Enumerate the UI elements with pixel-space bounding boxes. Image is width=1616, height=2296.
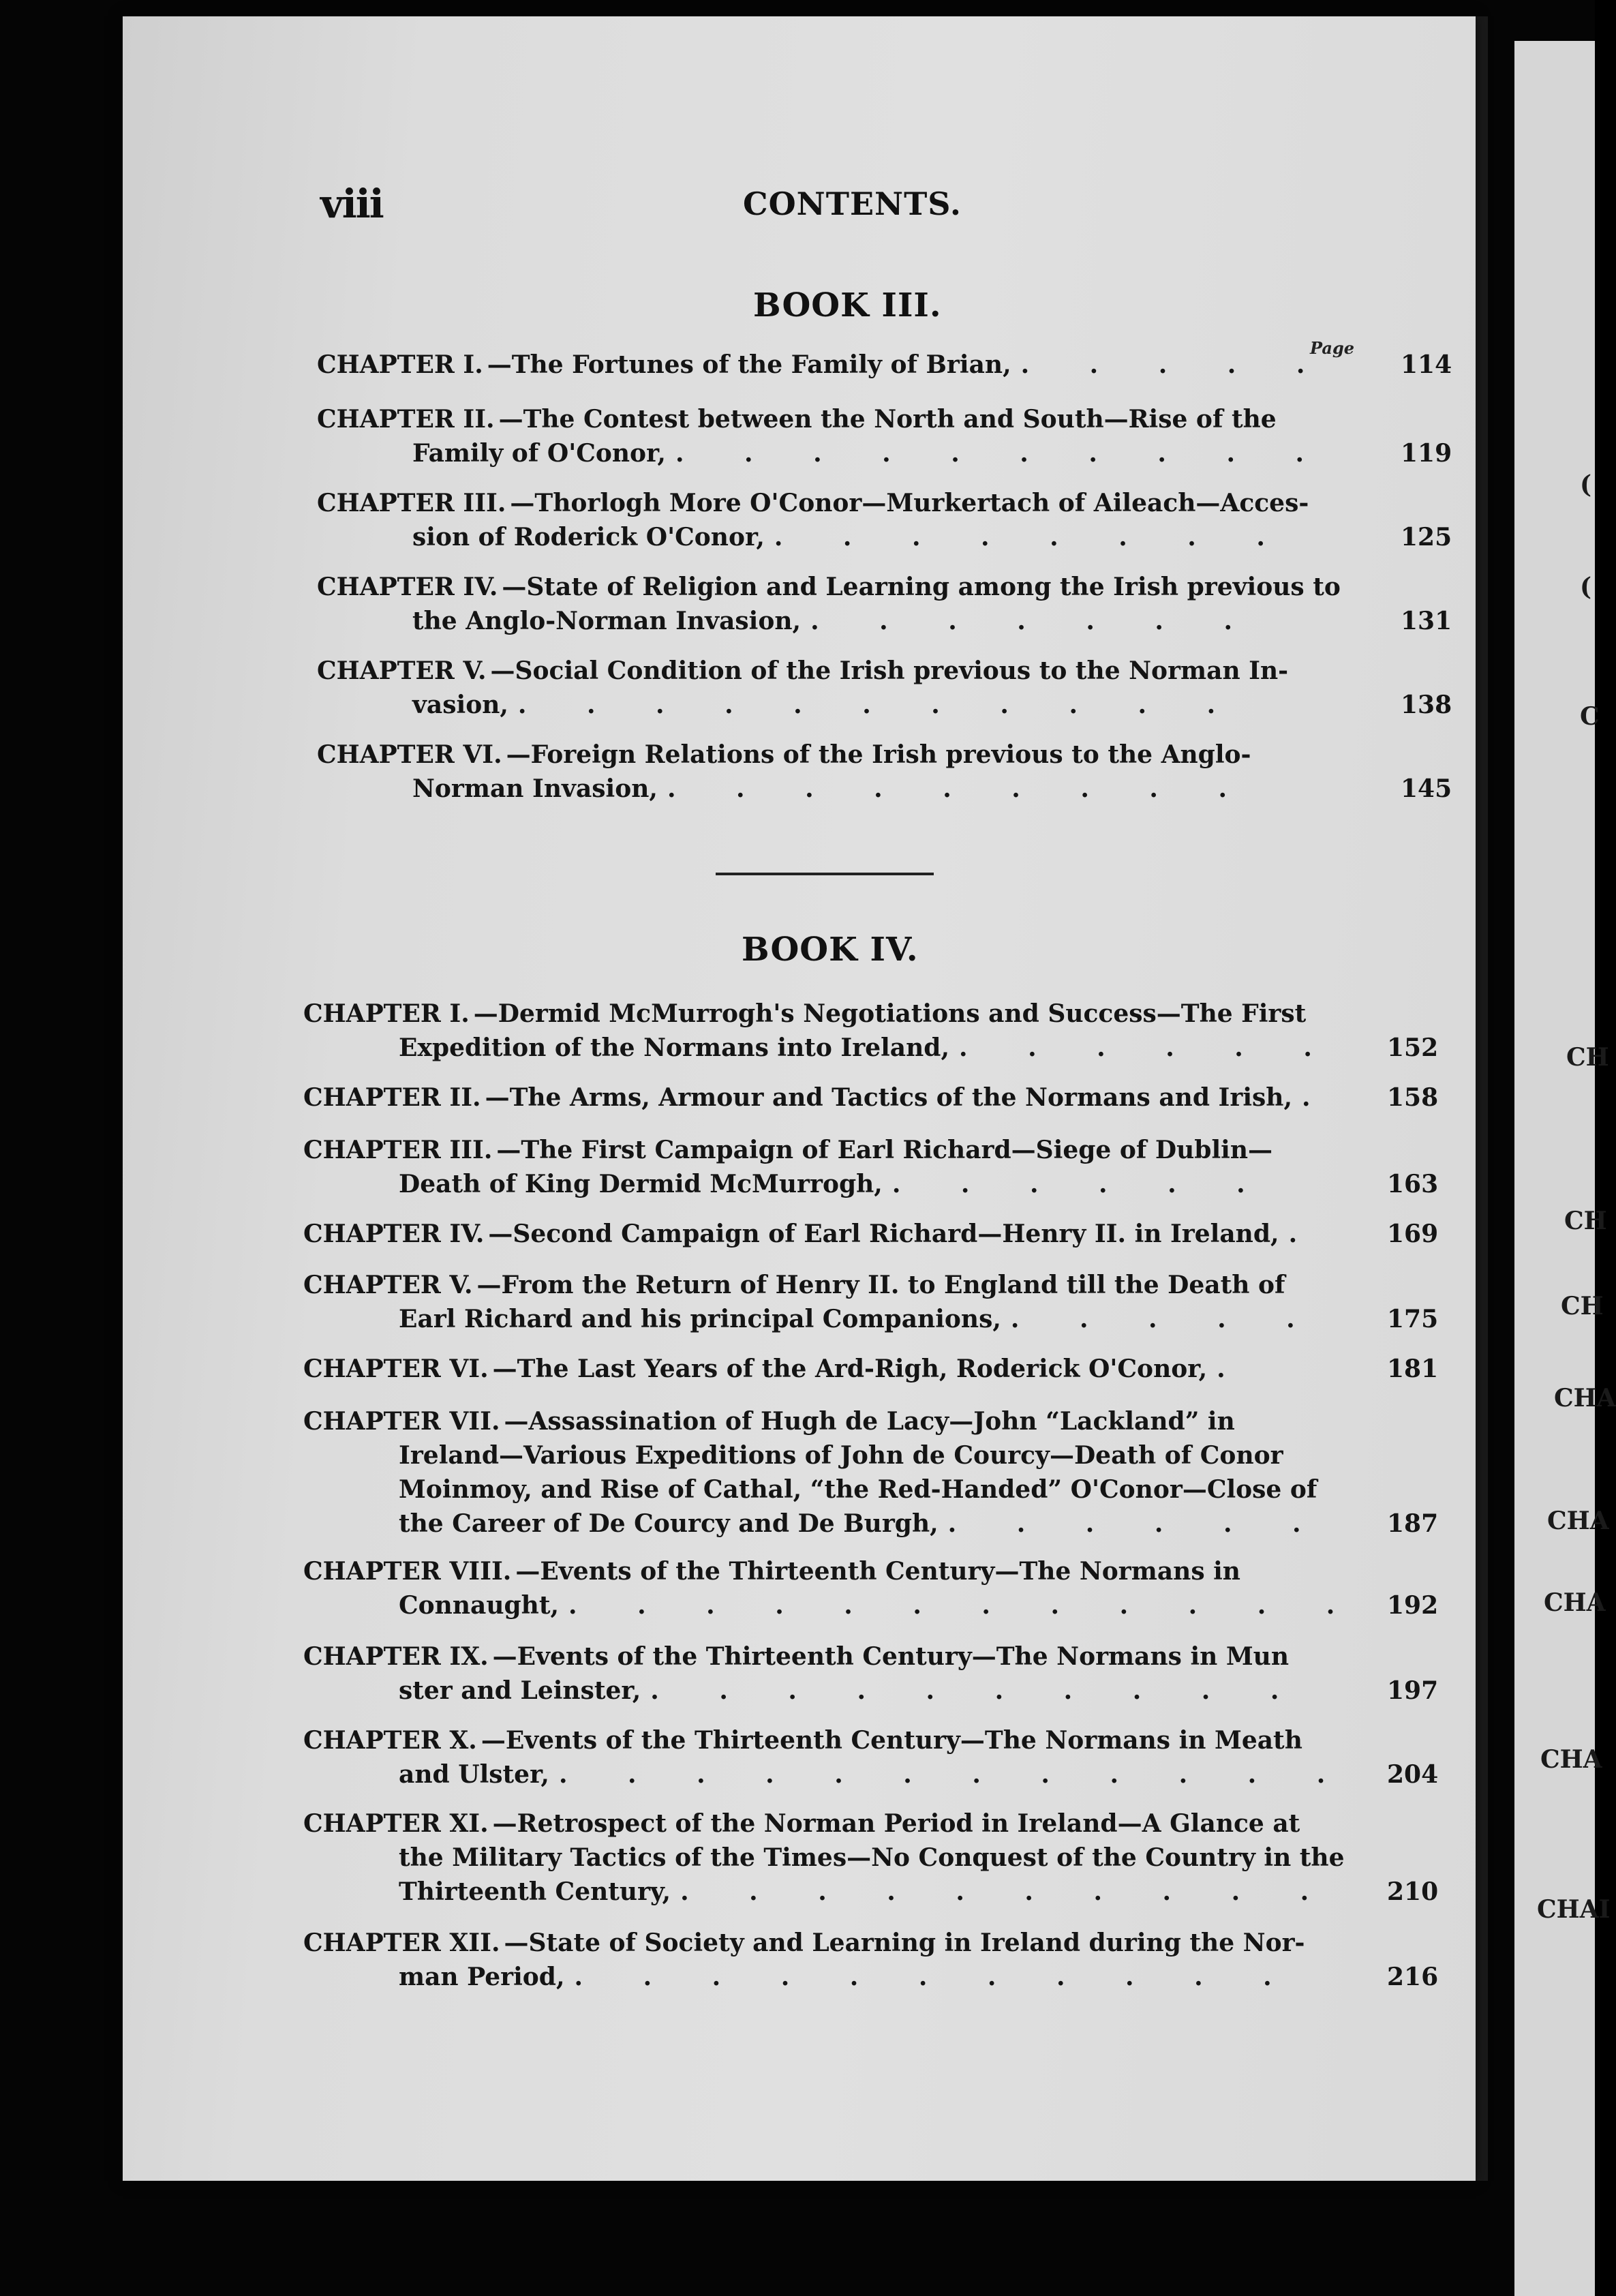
toc-entry <box>317 654 1452 722</box>
toc-entry <box>303 1807 1439 1909</box>
dot-leader: . <box>1302 1083 1337 1112</box>
page-number: 169 <box>1387 1220 1439 1248</box>
dot-leader: . <box>1288 1220 1324 1248</box>
chapter-title-text: Connaught, <box>399 1591 560 1620</box>
chapter-label: CHAPTER VII. <box>303 1407 500 1436</box>
chapter-title-text: and Ulster, <box>399 1760 549 1789</box>
facing-page-fragment: CHA <box>1544 1588 1606 1617</box>
chapter-title-text: —Dermid McMurrogh's Negotiations and Success—The First <box>473 999 1307 1028</box>
page-column-label: Page <box>1310 338 1355 358</box>
dot-leader: . . . . . . . . <box>774 523 1291 552</box>
facing-page-fragment: CHA <box>1554 1384 1616 1413</box>
chapter-title-text: —The First Campaign of Earl Richard—Siege of Dublin— <box>496 1136 1272 1164</box>
toc-entry <box>303 1081 1439 1115</box>
toc-entry <box>303 1926 1439 1994</box>
chapter-label: CHAPTER IX. <box>303 1642 489 1671</box>
toc-entry-line <box>317 348 1452 382</box>
chapter-title-text: Family of O'Conor, <box>412 439 666 468</box>
chapter-title-text: man Period, <box>399 1963 565 1991</box>
toc-entry <box>303 1133 1439 1201</box>
chapter-title-text: Earl Richard and his principal Companions, <box>399 1305 1001 1333</box>
chapter-title-text: —Social Condition of the Irish previous to the Norman In- <box>490 656 1289 685</box>
chapter-title-text: Norman Invasion, <box>412 774 658 803</box>
facing-page-fragment: CH <box>1564 1207 1607 1235</box>
chapter-title-text: —Assassination of Hugh de Lacy—John “Lackland” in <box>504 1407 1235 1436</box>
toc-entry <box>303 1352 1439 1386</box>
page-number: 158 <box>1387 1083 1439 1112</box>
chapter-title-text: sion of Roderick O'Conor, <box>412 523 765 552</box>
page-number: 197 <box>1387 1676 1439 1705</box>
page-number: 175 <box>1387 1305 1439 1333</box>
page-number: 119 <box>1401 439 1452 468</box>
chapter-title-text: —The Contest between the North and South—Rise of the <box>498 405 1277 434</box>
chapter-title-text: —Events of the Thirteenth Century—The Normans in <box>515 1557 1240 1586</box>
toc-entry-line <box>303 1807 1367 1841</box>
page-number: 210 <box>1387 1877 1439 1906</box>
book-title: BOOK IV. <box>742 931 919 969</box>
toc-entry-line <box>303 1757 1439 1792</box>
toc-entry <box>317 738 1452 806</box>
toc-entry <box>317 486 1452 554</box>
page-number: 114 <box>1401 350 1452 379</box>
page-number: 181 <box>1387 1355 1439 1383</box>
toc-entry <box>303 1217 1439 1251</box>
facing-page-fragment: CHAI <box>1537 1895 1611 1924</box>
chapter-title-text: the Career of De Courcy and De Burgh, <box>399 1509 939 1538</box>
chapter-label: CHAPTER I. <box>317 350 483 379</box>
dot-leader: . . . . . <box>1020 350 1331 379</box>
chapter-label: CHAPTER X. <box>303 1726 477 1755</box>
toc-entry-line <box>317 402 1380 436</box>
toc-entry-line <box>303 1926 1367 1960</box>
chapter-label: CHAPTER III. <box>317 489 506 517</box>
chapter-title-text: —Thorlogh More O'Conor—Murkertach of Aileach—Acces- <box>510 489 1309 517</box>
page-number: 163 <box>1387 1170 1439 1198</box>
dot-leader: . . . . . . . . . . <box>680 1877 1335 1906</box>
toc-entry-line <box>303 1438 1367 1472</box>
page-number: 192 <box>1387 1591 1439 1620</box>
facing-page-fragment: CHA <box>1547 1507 1609 1535</box>
chapter-title-text: ster and Leinster, <box>399 1676 641 1705</box>
chapter-label: CHAPTER IV. <box>303 1220 485 1248</box>
toc-entry-line <box>303 1960 1439 1994</box>
toc-entry <box>303 1404 1439 1541</box>
chapter-title-text: Moinmoy, and Rise of Cathal, “the Red-Handed” O'Conor—Close of <box>399 1475 1317 1504</box>
page-number: 216 <box>1387 1963 1439 1991</box>
toc-entry-line <box>317 688 1452 722</box>
chapter-title-text: —From the Return of Henry II. to England till the Death of <box>476 1271 1285 1299</box>
toc-entry <box>303 1554 1439 1622</box>
toc-entry-line <box>303 1875 1439 1909</box>
chapter-title-text: the Anglo-Norman Invasion, <box>412 607 802 635</box>
chapter-title-text: the Military Tactics of the Times—No Conquest of the Country in the <box>399 1843 1345 1872</box>
facing-page-fragment: ( <box>1580 470 1592 499</box>
chapter-label: CHAPTER VI. <box>317 740 502 769</box>
facing-page-edge <box>1514 41 1595 2296</box>
dot-leader: . . . . . . <box>947 1509 1327 1538</box>
page-number: 145 <box>1401 774 1452 803</box>
gutter-shadow <box>1476 16 1488 2181</box>
toc-entry-line <box>303 1031 1439 1065</box>
toc-entry <box>317 402 1452 470</box>
facing-page-fragment: CHA <box>1540 1745 1602 1774</box>
chapter-label: CHAPTER II. <box>303 1083 481 1112</box>
toc-entry-line <box>303 1302 1439 1336</box>
dot-leader: . . . . . <box>1010 1305 1321 1333</box>
dot-leader: . . . . . . . . . <box>667 774 1253 803</box>
page-number: 138 <box>1401 691 1452 719</box>
toc-entry-line <box>303 1167 1439 1201</box>
chapter-title-text: —State of Religion and Learning among the Irish previous to <box>502 573 1341 601</box>
dot-leader: . . . . . . . . . . . . <box>568 1591 1361 1620</box>
chapter-label: CHAPTER II. <box>317 405 495 434</box>
dot-leader: . . . . . . . . . . . <box>517 691 1242 719</box>
toc-entry-line <box>303 1507 1439 1541</box>
page-number: 125 <box>1401 523 1452 552</box>
chapter-label: CHAPTER I. <box>303 999 470 1028</box>
toc-entry-line <box>317 436 1452 470</box>
dot-leader: . <box>1217 1355 1251 1383</box>
dot-leader: . . . . . . . . . . <box>650 1676 1305 1705</box>
toc-entry <box>317 570 1452 638</box>
facing-page-fragment: ( <box>1580 573 1592 601</box>
chapter-title-text: vasion, <box>412 691 508 719</box>
toc-entry-line <box>303 997 1367 1031</box>
page-number: 152 <box>1387 1033 1439 1062</box>
chapter-label: CHAPTER III. <box>303 1136 493 1164</box>
facing-page-fragment: CH <box>1566 1043 1609 1072</box>
chapter-title-text: —Retrospect of the Norman Period in Ireland—A Glance at <box>492 1809 1300 1838</box>
toc-entry-line <box>303 1723 1367 1757</box>
toc-entry-line <box>303 1674 1439 1708</box>
chapter-title-text: —The Fortunes of the Family of Brian, <box>487 350 1011 379</box>
chapter-label: CHAPTER IV. <box>317 573 498 601</box>
chapter-label: CHAPTER VIII. <box>303 1557 512 1586</box>
page-number: 187 <box>1387 1509 1439 1538</box>
chapter-title-text: —Foreign Relations of the Irish previous to the Anglo- <box>506 740 1251 769</box>
chapter-label: CHAPTER XI. <box>303 1809 489 1838</box>
chapter-title-text: —Events of the Thirteenth Century—The Normans in Mun <box>492 1642 1290 1671</box>
chapter-title-text: —Second Campaign of Earl Richard—Henry II. in Ireland, <box>488 1220 1279 1248</box>
chapter-title-text: Ireland—Various Expeditions of John de Courcy—Death of Conor <box>399 1441 1283 1470</box>
toc-entry <box>303 1268 1439 1336</box>
toc-entry-line <box>303 1554 1367 1588</box>
toc-entry-line <box>303 1472 1367 1507</box>
chapter-label: CHAPTER V. <box>317 656 487 685</box>
toc-entry-line <box>317 486 1380 520</box>
toc-entry-line <box>317 654 1380 688</box>
toc-entry-line <box>303 1268 1367 1302</box>
toc-entry-line <box>317 570 1380 604</box>
toc-entry-line <box>317 520 1452 554</box>
toc-entry-line <box>317 772 1452 806</box>
toc-entry-line <box>303 1640 1367 1674</box>
chapter-title-text: —The Last Years of the Ard-Righ, Roderick O'Conor, <box>492 1355 1208 1383</box>
book-title: BOOK III. <box>753 286 942 324</box>
toc-entry-line <box>303 1133 1367 1167</box>
toc-entry <box>303 1723 1439 1792</box>
section-divider <box>716 873 934 875</box>
folio-number: viii <box>320 181 383 227</box>
chapter-title-text: —Events of the Thirteenth Century—The Normans in Meath <box>481 1726 1302 1755</box>
toc-entry-line <box>303 1841 1367 1875</box>
chapter-label: CHAPTER V. <box>303 1271 473 1299</box>
chapter-label: CHAPTER XII. <box>303 1929 500 1957</box>
dot-leader: . . . . . . . <box>810 607 1259 635</box>
toc-entry-line <box>303 1588 1439 1622</box>
facing-page-fragment: C <box>1580 702 1600 731</box>
chapter-title-text: —State of Society and Learning in Ireland during the Nor- <box>504 1929 1305 1957</box>
page-number: 131 <box>1401 607 1452 635</box>
toc-entry-line <box>303 1352 1439 1386</box>
chapter-title-text: Expedition of the Normans into Ireland, <box>399 1033 950 1062</box>
running-head: CONTENTS. <box>743 185 962 222</box>
toc-entry <box>303 997 1439 1065</box>
dot-leader: . . . . . . . . . . . . <box>558 1760 1352 1789</box>
toc-entry-line <box>303 1217 1439 1251</box>
chapter-title-text: Thirteenth Century, <box>399 1877 671 1906</box>
dot-leader: . . . . . . <box>891 1170 1271 1198</box>
dot-leader: . . . . . . . . . . . <box>574 1963 1298 1991</box>
toc-entry-line <box>317 604 1452 638</box>
facing-page-fragment: CH <box>1561 1292 1604 1320</box>
chapter-title-text: —The Arms, Armour and Tactics of the Normans and Irish, <box>485 1083 1292 1112</box>
chapter-title-text: Death of King Dermid McMurrogh, <box>399 1170 883 1198</box>
toc-entry <box>317 348 1452 382</box>
chapter-label: CHAPTER VI. <box>303 1355 489 1383</box>
toc-entry-line <box>317 738 1380 772</box>
dot-leader: . . . . . . <box>959 1033 1338 1062</box>
dot-leader: . . . . . . . . . . <box>675 439 1330 468</box>
toc-entry-line <box>303 1081 1439 1115</box>
page-number: 204 <box>1387 1760 1439 1789</box>
toc-entry <box>303 1640 1439 1708</box>
toc-entry-line <box>303 1404 1367 1438</box>
